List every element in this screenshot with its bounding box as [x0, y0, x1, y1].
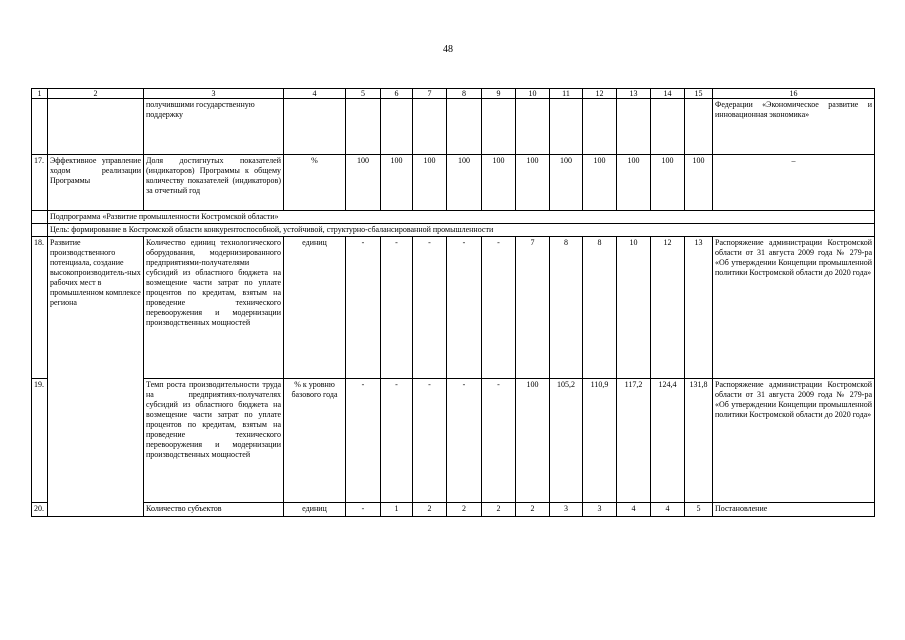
- source-document: Федерации «Экономическое развитие и инновационная экономика»: [713, 99, 875, 155]
- row-number: [32, 99, 48, 155]
- value-cell: 100: [550, 155, 583, 211]
- value-cell: 100: [516, 155, 550, 211]
- header-cell: 15: [685, 89, 713, 99]
- header-cell: 5: [346, 89, 381, 99]
- value-cell: 13: [685, 237, 713, 379]
- value-cell: 1: [381, 503, 413, 517]
- value-cell: 12: [651, 237, 685, 379]
- row-number: 18.: [32, 237, 48, 379]
- value-cell: 100: [651, 155, 685, 211]
- value-cell: [413, 99, 447, 155]
- table-header-row: [32, 89, 875, 99]
- value-cell: 2: [447, 503, 482, 517]
- header-cell: 11: [550, 89, 583, 99]
- task-name: Развитие производственного потенциала, создание высокопроизводитель-ных рабочих мест в промышленном комплексе региона: [48, 237, 144, 517]
- value-cell: 5: [685, 503, 713, 517]
- subprogram-row: [32, 211, 875, 224]
- value-cell: 100: [617, 155, 651, 211]
- value-cell: -: [447, 237, 482, 379]
- value-cell: 8: [583, 237, 617, 379]
- row-number: 19.: [32, 379, 48, 503]
- row-number: 17.: [32, 155, 48, 211]
- unit: %: [284, 155, 346, 211]
- value-cell: 117,2: [617, 379, 651, 503]
- unit: % к уровню базового года: [284, 379, 346, 503]
- unit: [284, 99, 346, 155]
- indicator-name: Количество субъектов: [144, 503, 284, 517]
- goal-title: Цель: формирование в Костромской области конкурентоспособной, устойчивой, структурно-сбалансированной промышленности: [48, 224, 875, 237]
- value-cell: [346, 99, 381, 155]
- header-cell: 9: [482, 89, 516, 99]
- value-cell: 2: [482, 503, 516, 517]
- indicators-table: [31, 88, 875, 517]
- page-number: 48: [443, 44, 453, 55]
- value-cell: 100: [346, 155, 381, 211]
- table-row: [32, 379, 875, 503]
- subprogram-title: Подпрограмма «Развитие промышленности Костромской области»: [48, 211, 875, 224]
- value-cell: 3: [550, 503, 583, 517]
- indicator-name: Количество единиц технологического оборудования, модернизированного предприятиями-получателями субсидий из областного бюджета на возмещение части затрат по уплате процентов по кредитам, взятым на проведение технического перевооружения и модернизации производственных мощностей: [144, 237, 284, 379]
- header-cell: 4: [284, 89, 346, 99]
- value-cell: [583, 99, 617, 155]
- source-document: Распоряжение администрации Костромской области от 31 августа 2009 года № 279-ра «Об утверждении Концепции промышленной политики Костромской области до 2020 года»: [713, 237, 875, 379]
- unit: единиц: [284, 237, 346, 379]
- value-cell: 2: [516, 503, 550, 517]
- value-cell: 100: [413, 155, 447, 211]
- value-cell: -: [482, 379, 516, 503]
- value-cell: [447, 99, 482, 155]
- value-cell: 100: [482, 155, 516, 211]
- header-cell: 10: [516, 89, 550, 99]
- empty-cell: [32, 224, 48, 237]
- table-row: [32, 237, 875, 379]
- table-row: [32, 99, 875, 155]
- header-cell: 3: [144, 89, 284, 99]
- value-cell: 110,9: [583, 379, 617, 503]
- header-cell: 6: [381, 89, 413, 99]
- value-cell: 105,2: [550, 379, 583, 503]
- value-cell: 100: [516, 379, 550, 503]
- header-cell: 1: [32, 89, 48, 99]
- header-cell: 16: [713, 89, 875, 99]
- value-cell: -: [447, 379, 482, 503]
- value-cell: 100: [583, 155, 617, 211]
- header-cell: 2: [48, 89, 144, 99]
- header-cell: 8: [447, 89, 482, 99]
- row-number: 20.: [32, 503, 48, 517]
- header-cell: 13: [617, 89, 651, 99]
- value-cell: -: [413, 379, 447, 503]
- value-cell: [685, 99, 713, 155]
- indicator-name: Доля достигнутых показателей (индикаторов) Программы к общему количеству показателей (индикаторов) за отчетный год: [144, 155, 284, 211]
- value-cell: -: [381, 379, 413, 503]
- value-cell: 100: [447, 155, 482, 211]
- value-cell: -: [381, 237, 413, 379]
- value-cell: 3: [583, 503, 617, 517]
- value-cell: -: [413, 237, 447, 379]
- value-cell: 4: [651, 503, 685, 517]
- value-cell: 100: [685, 155, 713, 211]
- value-cell: 4: [617, 503, 651, 517]
- value-cell: 131,8: [685, 379, 713, 503]
- value-cell: 124,4: [651, 379, 685, 503]
- value-cell: -: [482, 237, 516, 379]
- indicator-name: получившими государственную поддержку: [144, 99, 284, 155]
- value-cell: 100: [381, 155, 413, 211]
- value-cell: [651, 99, 685, 155]
- value-cell: -: [346, 379, 381, 503]
- indicator-name: Темп роста производительности труда на предприятиях-получателях субсидий из областного бюджета на возмещение части затрат по уплате процентов по кредитам, взятым на проведение технического перевооружения и модернизации производственных мощностей: [144, 379, 284, 503]
- value-cell: -: [346, 503, 381, 517]
- value-cell: -: [346, 237, 381, 379]
- source-document: –: [713, 155, 875, 211]
- header-cell: 12: [583, 89, 617, 99]
- value-cell: [482, 99, 516, 155]
- value-cell: 8: [550, 237, 583, 379]
- header-cell: 14: [651, 89, 685, 99]
- table-row: [32, 503, 875, 517]
- value-cell: 2: [413, 503, 447, 517]
- value-cell: 10: [617, 237, 651, 379]
- task-name: [48, 99, 144, 155]
- value-cell: [617, 99, 651, 155]
- value-cell: [381, 99, 413, 155]
- empty-cell: [32, 211, 48, 224]
- goal-row: [32, 224, 875, 237]
- header-cell: 7: [413, 89, 447, 99]
- value-cell: 7: [516, 237, 550, 379]
- value-cell: [550, 99, 583, 155]
- value-cell: [516, 99, 550, 155]
- source-document: Распоряжение администрации Костромской области от 31 августа 2009 года № 279-ра «Об утверждении Концепции промышленной политики Костромской области до 2020 года»: [713, 379, 875, 503]
- table-row: [32, 155, 875, 211]
- task-name: Эффективное управление ходом реализации Программы: [48, 155, 144, 211]
- source-document: Постановление: [713, 503, 875, 517]
- unit: единиц: [284, 503, 346, 517]
